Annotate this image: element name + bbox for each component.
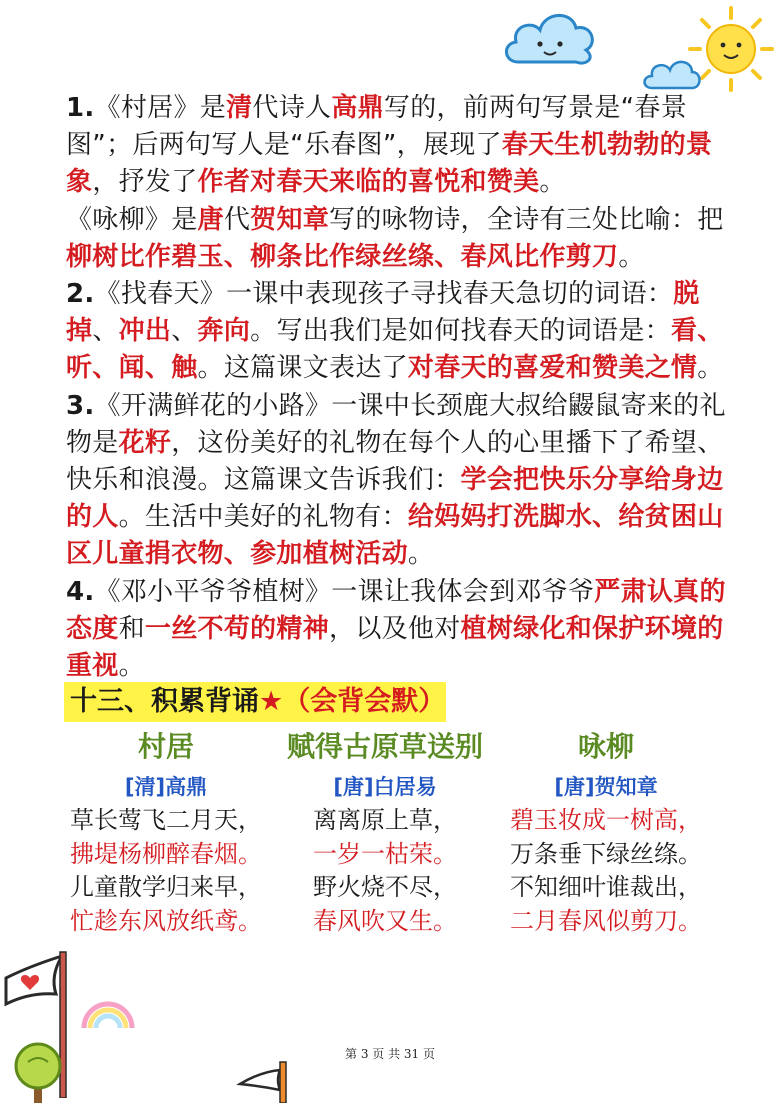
poem-line: 一岁一枯荣。 (313, 839, 457, 868)
text-run: 。生活中美好的礼物有： (118, 502, 408, 533)
text-run: 《咏柳》是 (66, 204, 198, 235)
text-run: ，抒发了 (92, 167, 198, 198)
section-title: 十三、积累背诵 (70, 686, 259, 717)
text-run: 写的咏物诗，全诗有三处比喻：把 (329, 204, 724, 235)
paragraph (66, 90, 736, 202)
highlight-text: 清 (226, 93, 253, 123)
highlight-text: 植树绿化和保护环境的重视 (66, 613, 724, 682)
poem-line: 二月春风似剪刀。 (510, 906, 702, 935)
text-run: 写的，前两句写景是“春景图”；后两句写人是“乐春图”，展现了 (66, 93, 687, 161)
highlight-text: 一丝不苟的精神 (144, 613, 330, 644)
highlight-text: 冲出 (118, 316, 172, 347)
poem-author: [清]高鼎 (124, 775, 208, 799)
star-icon: ★ (259, 686, 284, 717)
highlight-text: 贺知章 (250, 204, 330, 235)
text-run: 、 (92, 316, 119, 347)
poem-line: 春风吹又生。 (313, 906, 457, 935)
highlight-text: 柳树比作碧玉、柳条比作绿丝绦、春风比作剪刀 (66, 241, 619, 272)
text-run: 和 (118, 613, 145, 644)
text-run: 《开满鲜花的小路》一课中长颈鹿大叔给鼹鼠寄来的礼物是 (66, 390, 726, 458)
highlight-text: 高鼎 (331, 93, 384, 123)
notes-body (66, 90, 736, 685)
poem-fudegu (276, 728, 494, 938)
highlight-text: 脱掉 (66, 279, 700, 347)
rainbow-icon (80, 990, 136, 1030)
poem-line: 野火烧不尽， (313, 873, 457, 901)
text-run: ，这份美好的礼物在每个人的心里播下了希望、快乐和浪漫。这篇课文告诉我们： (66, 427, 724, 496)
cloud-icon (640, 52, 704, 94)
highlight-text: 唐 (197, 204, 224, 235)
text-run: 。 (697, 353, 724, 384)
section-subtitle: （会背会默） (283, 686, 446, 717)
highlight-text: 看、听、闻、触 (66, 316, 724, 384)
poem-line: 碧玉妆成一树高， (510, 806, 702, 834)
text-run: 《找春天》一课中表现孩子寻找春天急切的词语： (94, 279, 674, 310)
poem-title: 赋得古原草送别 (286, 730, 483, 763)
highlight-text: 严肃认真的态度 (66, 576, 726, 644)
poem-title: 咏柳 (577, 730, 634, 763)
text-run: 《村居》是 (94, 93, 227, 123)
highlight-text: 对春天的喜爱和赞美之情 (407, 353, 698, 384)
text-run: 代 (223, 204, 251, 235)
highlight-text: 给妈妈打洗脚水、给贫困山区儿童捐衣物、参加植树活动 (66, 502, 724, 570)
poem-yongliu (500, 728, 712, 938)
poem-line: 儿童散学归来早， (70, 873, 262, 901)
text-run: 。 (539, 167, 566, 198)
text-run: 《邓小平爷爷植树》一课让我体会到邓爷爷 (94, 576, 595, 607)
text-run: 代诗人 (252, 93, 332, 123)
poem-line: 忙趁东风放纸鸢。 (70, 906, 262, 935)
poem-line: 草长莺飞二月天， (70, 806, 262, 834)
highlight-text: 花籽 (118, 427, 172, 458)
poem-author: [唐]白居易 (333, 775, 437, 799)
poem-line: 拂堤杨柳醉春烟。 (70, 839, 262, 868)
highlight-text: 作者对春天来临的喜悦和赞美 (197, 167, 540, 198)
poem-cunju (62, 728, 270, 938)
item-number: 4. (66, 576, 95, 607)
item-number: 2. (66, 279, 95, 310)
highlight-text: 奔向 (197, 316, 251, 347)
poem-line: 离离原上草， (313, 806, 457, 834)
poem-line: 不知细叶谁裁出， (510, 873, 702, 901)
highlight-text: 春天生机勃勃的景象 (66, 130, 713, 198)
flag-icon (236, 1056, 300, 1103)
text-run: 、 (171, 316, 198, 347)
text-run: 。 (618, 241, 645, 272)
page-number: 第 3 页 共 31 页 (345, 1047, 435, 1061)
section-heading (64, 682, 446, 722)
text-run: 。 (118, 651, 145, 682)
text-run: ，以及他对 (329, 613, 461, 644)
text-run: 。写出我们是如何找春天的词语是： (250, 316, 671, 347)
paragraph (66, 202, 736, 276)
highlight-text: 学会把快乐分享给身边的人 (66, 465, 724, 533)
paragraph (66, 574, 736, 686)
item-number: 1. (66, 93, 95, 123)
poem-title: 村居 (137, 730, 194, 763)
paragraph (66, 388, 736, 574)
poem-author: [唐]贺知章 (554, 775, 658, 799)
cloud-icon (500, 4, 600, 70)
text-run: 。这篇课文表达了 (197, 353, 408, 384)
paragraph (66, 276, 736, 388)
poem-line: 万条垂下绿丝绦。 (510, 839, 702, 868)
text-run: 。 (407, 539, 435, 570)
item-number: 3. (66, 390, 95, 421)
